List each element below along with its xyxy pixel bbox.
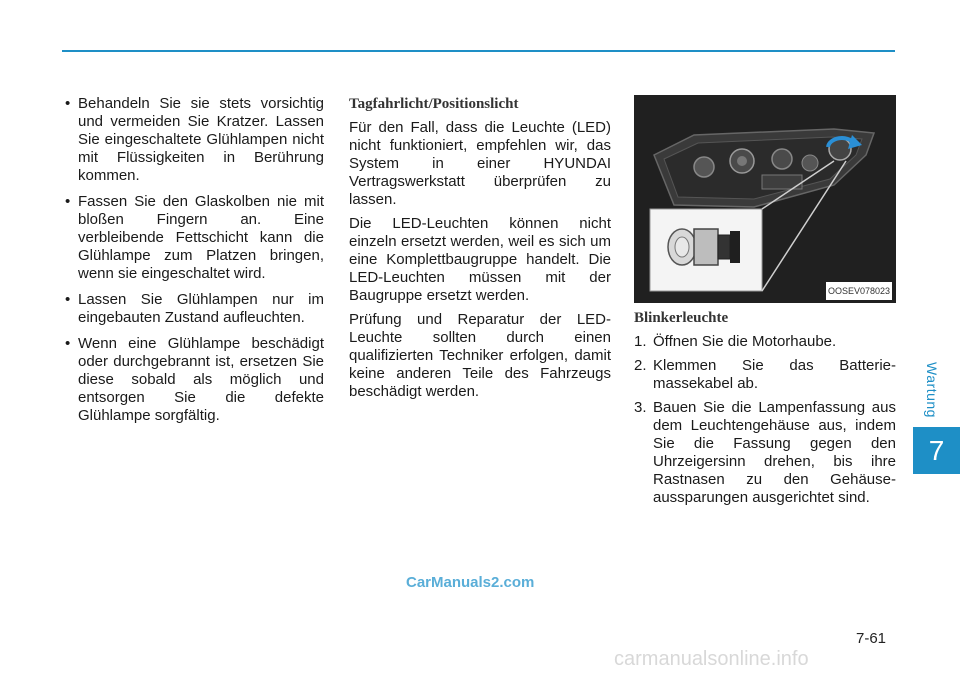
watermark-link[interactable]: CarManuals2.com [406,574,535,591]
steps-list [634,333,896,507]
caution-list [62,95,324,425]
list-item: • Behandeln Sie sie stets vorsichtig und vermeiden Sie Kratzer. Lassen Sie eingeschaltete Glühlampen nicht mit Flüssigkeiten in Berührung kommen. [62,95,324,185]
chapter-tab: 7 [913,427,960,474]
column-2 [349,95,611,407]
paragraph: Die LED-Leuchten können nicht einzeln ersetzt werden, weil es sich um eine Komplettbaugruppe handelt. Die LED-Leuchten müssen mit der Baugruppe ersetzt werden. [349,215,611,304]
list-item: • Fassen Sie den Glaskolben nie mit bloßen Fingern an. Eine verbleibende Fettschicht kann die Glühlampe zum Platzen bringen, wenn sie eingeschaltet wird. [62,193,324,283]
list-item: 1. Öffnen Sie die Motorhaube. [634,333,837,350]
figure-caption: OOSEV078023 [826,282,892,300]
section-heading: Tagfahrlicht/Positionslicht [349,96,519,112]
column-1 [62,95,324,433]
headlamp-illustration [634,95,896,303]
section-heading: Blinkerleuchte [634,310,729,326]
column-3 [634,95,896,513]
list-item: 2. Klemmen Sie das Batterie-massekabel ab. [634,357,896,392]
paragraph: Für den Fall, dass die Leuchte (LED) nicht funktioniert, empfehlen wir, das System in einer HYUNDAI Vertragswerkstatt überprüfen zu lassen. [349,119,611,208]
page-number: 7-61 [856,630,887,647]
list-item: • Lassen Sie Glühlampen nur im eingebauten Zustand aufleuchten. [62,291,324,327]
paragraph: Prüfung und Reparatur der LED-Leuchte sollten durch einen qualifizierten Techniker erfolgen, damit keine anderen Teile des Fahrzeugs beschädigt werden. [349,311,611,400]
list-item: • Wenn eine Glühlampe beschädigt oder durchgebrannt ist, ersetzen Sie diese sobald als möglich und entsorgen Sie die defekte Glühlampe sorgfältig. [62,335,324,425]
headlamp-figure [634,95,896,303]
list-item: 3. Bauen Sie die Lampenfassung aus dem Leuchtengehäuse aus, indem Sie die Fassung gegen den Uhrzeigersinn drehen, bis ihre Rastnasen zu den Gehäuse-aussparungen ausgerichtet sind. [634,399,896,506]
site-watermark: carmanualsonline.info [614,648,809,670]
header-rule [62,50,895,52]
section-label: Wartung [924,362,940,418]
